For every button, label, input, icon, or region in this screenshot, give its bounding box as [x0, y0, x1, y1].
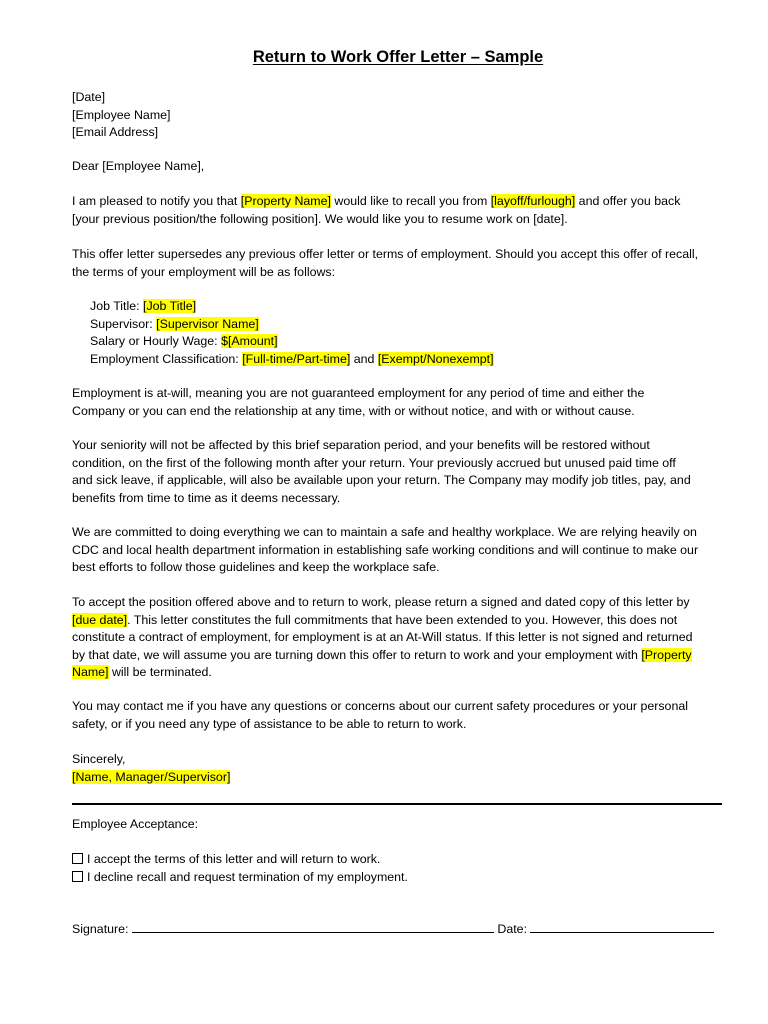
paragraph-at-will	[72, 385, 722, 420]
paragraph-seniority-line-1: Your seniority will not be affected by this brief separation period, and your benefits will be restored without	[72, 438, 650, 452]
due-date-field: [due date]	[72, 612, 128, 627]
salutation-text: Dear [Employee Name],	[72, 159, 205, 173]
acceptance-options	[72, 851, 722, 886]
accept-checkbox[interactable]	[72, 853, 83, 864]
header-employee-name: [Employee Name]	[72, 107, 171, 122]
option-accept[interactable]	[72, 851, 722, 869]
job-title-field: [Job Title]	[143, 299, 197, 313]
paragraph-safety-line-2: CDC and local health department information in establishing safe working conditions and will continue to make our	[72, 542, 699, 557]
signature-row	[72, 920, 724, 938]
text: will be terminated.	[108, 665, 212, 679]
paragraph-accept-line-2	[72, 612, 722, 630]
closing-sincerely: Sincerely,	[72, 752, 126, 766]
text: . This letter constitutes the full commitments that have been extended to you. However, this does not	[127, 612, 678, 627]
paragraph-seniority-line-4: benefits from time to time as it deems necessary.	[72, 490, 341, 505]
paragraph-recall-line-2: [your previous position/the following position]. We would like you to resume work on [date].	[72, 211, 568, 226]
manager-name-field: [Name, Manager/Supervisor]	[72, 769, 231, 784]
property-name-field-2b: Name]	[72, 665, 109, 679]
employee-acceptance-text: Employee Acceptance:	[72, 817, 199, 831]
document-title: Return to Work Offer Letter – Sample	[252, 48, 544, 66]
text: and offer you back	[575, 194, 681, 208]
text: and	[350, 351, 378, 366]
paragraph-at-will-line-2: Company or you can end the relationship at any time, with or without notice, and with or without cause.	[72, 403, 635, 418]
employee-acceptance-label	[72, 816, 722, 834]
paragraph-seniority-line-2: condition, on the first of the following month after your return. Your previously accrued but unused paid time off	[72, 455, 676, 470]
header-email: [Email Address]	[72, 125, 159, 139]
term-wage	[90, 333, 740, 351]
paragraph-contact	[72, 698, 722, 733]
term-label: Salary or Hourly Wage:	[90, 334, 222, 348]
decline-checkbox[interactable]	[72, 871, 83, 882]
paragraph-at-will-line-1: Employment is at-will, meaning you are not guaranteed employment for any period of time and either the	[72, 386, 645, 400]
paragraph-contact-line-1: You may contact me if you have any questions or concerns about our current safety procedures or your personal	[72, 699, 688, 713]
paragraph-seniority-line-3: and sick leave, if applicable, will also be available upon your return. The Company may modify job titles, pay, and	[72, 473, 691, 487]
paragraph-supersedes-line-1: This offer letter supersedes any previous offer letter or terms of employment. Should you accept this offer of recall,	[72, 247, 699, 261]
paragraph-safety-line-1: We are committed to doing everything we can to maintain a safe and healthy workplace. We are relying heavily on	[72, 525, 697, 539]
date-label: Date:	[497, 922, 528, 936]
property-name-field: [Property Name]	[240, 194, 331, 208]
option-accept-label: I accept the terms of this letter and will return to work.	[87, 852, 381, 866]
paragraph-supersedes	[72, 246, 722, 281]
closing-name-line	[72, 769, 722, 787]
employment-terms-list	[72, 298, 740, 368]
date-line[interactable]	[530, 921, 714, 933]
term-label: Job Title:	[90, 299, 144, 313]
paragraph-recall	[72, 193, 722, 228]
option-decline-label: I decline recall and request termination of my employment.	[87, 869, 408, 884]
paragraph-safety-line-3: best efforts to follow those guidelines and keep the workplace safe.	[72, 560, 440, 574]
text: I am pleased to notify you that	[72, 194, 241, 208]
term-job-title	[90, 298, 740, 316]
paragraph-supersedes-line-2: the terms of your employment will be as follows:	[72, 264, 336, 279]
term-supervisor	[90, 316, 740, 334]
layoff-furlough-field: [layoff/furlough]	[490, 194, 576, 208]
exempt-nonexempt-field: [Exempt/Nonexempt]	[377, 351, 494, 366]
property-name-field-2a: [Property	[641, 647, 692, 662]
term-label: Employment Classification:	[90, 351, 243, 366]
fulltime-parttime-field: [Full-time/Part-time]	[242, 351, 351, 366]
header-date: [Date]	[72, 90, 106, 104]
divider-rule	[72, 803, 722, 805]
signature-line[interactable]	[132, 921, 494, 933]
paragraph-accept-line-1: To accept the position offered above and to return to work, please return a signed and dated copy of this letter by	[72, 595, 690, 609]
text: by that date, we will assume you are turning down this offer to return to work and your employment with	[72, 647, 642, 662]
paragraph-accept-line-5	[72, 664, 722, 682]
paragraph-accept-line-4	[72, 647, 722, 665]
term-label: Supervisor:	[90, 316, 157, 331]
paragraph-recall-line-1	[72, 193, 722, 211]
salutation	[72, 158, 722, 176]
closing	[72, 751, 722, 786]
wage-field: $[Amount]	[221, 334, 278, 348]
paragraph-accept-line-3: constitute a contract of employment, for employment is at an At-Will status. If this letter is not signed and returned	[72, 630, 693, 644]
term-classification	[90, 351, 740, 369]
option-decline[interactable]	[72, 869, 722, 887]
text: would like to recall you from	[330, 194, 491, 208]
supervisor-field: [Supervisor Name]	[156, 316, 259, 331]
paragraph-contact-line-2: safety, or if you need any type of assistance to be able to return to work.	[72, 716, 467, 731]
paragraph-accept	[72, 594, 722, 682]
paragraph-safety	[72, 524, 722, 577]
signature-label: Signature:	[72, 922, 129, 936]
recipient-header	[72, 89, 722, 142]
paragraph-seniority	[72, 437, 722, 507]
